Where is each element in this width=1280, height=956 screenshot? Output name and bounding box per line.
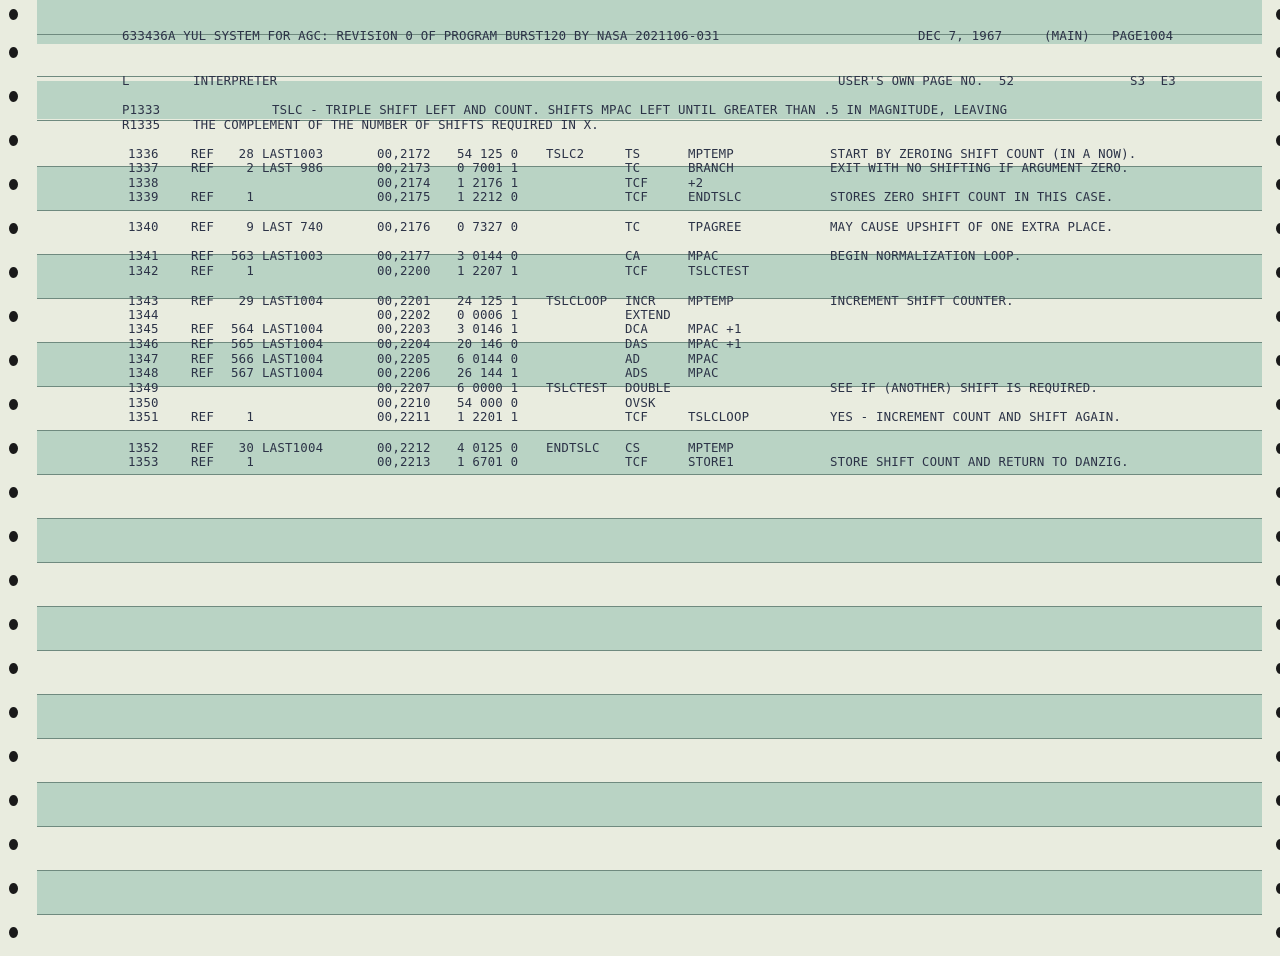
page-number: PAGE1004 xyxy=(1112,28,1174,43)
operand: MPTEMP xyxy=(688,146,734,161)
octal-word: 54 125 0 xyxy=(457,146,519,161)
line-number: 1353 xyxy=(128,454,159,469)
feed-hole xyxy=(9,223,18,234)
last-ref: LAST1004 xyxy=(262,351,324,366)
line-number: 1341 xyxy=(128,248,159,263)
operand: MPTEMP xyxy=(688,293,734,308)
address: 00,2200 xyxy=(377,263,431,278)
ref-marker: REF xyxy=(191,336,214,351)
operand: TSLCTEST xyxy=(688,263,750,278)
last-ref: LAST1004 xyxy=(262,440,324,455)
line-number: 1338 xyxy=(128,175,159,190)
comment: BEGIN NORMALIZATION LOOP. xyxy=(830,248,1022,263)
band-rule xyxy=(37,826,1262,827)
operand: +2 xyxy=(688,175,704,190)
type-code: L xyxy=(122,73,130,88)
green-band xyxy=(37,870,1262,914)
ref-count: 565 xyxy=(231,336,254,351)
octal-word: 6 0000 1 xyxy=(457,380,519,395)
feed-hole xyxy=(1276,487,1280,498)
feed-hole xyxy=(9,795,18,806)
opcode: DOUBLE xyxy=(625,380,671,395)
opcode: CS xyxy=(625,440,641,455)
line-number: 1339 xyxy=(128,189,159,204)
feed-hole xyxy=(9,663,18,674)
feed-hole xyxy=(9,927,18,938)
opcode: TCF xyxy=(625,454,648,469)
address: 00,2212 xyxy=(377,440,431,455)
feed-hole xyxy=(9,619,18,630)
ref-count: 567 xyxy=(231,365,254,380)
band-rule xyxy=(37,782,1262,783)
ref-count: 29 xyxy=(238,293,254,308)
opcode: INCR xyxy=(625,293,656,308)
octal-word: 26 144 1 xyxy=(457,365,519,380)
band-rule xyxy=(37,606,1262,607)
address: 00,2173 xyxy=(377,160,431,175)
feed-hole xyxy=(9,311,18,322)
feed-hole xyxy=(9,9,18,20)
octal-word: 0 0006 1 xyxy=(457,307,519,322)
band-rule xyxy=(37,870,1262,871)
operand: MPAC xyxy=(688,351,719,366)
address: 00,2205 xyxy=(377,351,431,366)
octal-word: 3 0144 0 xyxy=(457,248,519,263)
operand: MPTEMP xyxy=(688,440,734,455)
ref-marker: REF xyxy=(191,263,214,278)
band-rule xyxy=(37,474,1262,475)
last-ref: LAST1004 xyxy=(262,336,324,351)
operand: MPAC xyxy=(688,248,719,263)
feed-hole xyxy=(9,707,18,718)
comment: SEE IF (ANOTHER) SHIFT IS REQUIRED. xyxy=(830,380,1099,395)
octal-word: 1 2176 1 xyxy=(457,175,519,190)
line-number: 1344 xyxy=(128,307,159,322)
address: 00,2207 xyxy=(377,380,431,395)
band-rule xyxy=(37,518,1262,519)
last-ref: LAST1003 xyxy=(262,248,324,263)
green-band xyxy=(37,606,1262,650)
feed-hole xyxy=(9,135,18,146)
ref-marker: REF xyxy=(191,321,214,336)
line-number: 1337 xyxy=(128,160,159,175)
octal-word: 1 2212 0 xyxy=(457,189,519,204)
band-rule xyxy=(37,650,1262,651)
ref-count: 1 xyxy=(246,189,254,204)
ref-count: 9 xyxy=(246,219,254,234)
octal-word: 6 0144 0 xyxy=(457,351,519,366)
line-number: 1349 xyxy=(128,380,159,395)
green-band xyxy=(37,782,1262,826)
octal-word: 1 2201 1 xyxy=(457,409,519,424)
operand: STORE1 xyxy=(688,454,734,469)
comment: YES - INCREMENT COUNT AND SHIFT AGAIN. xyxy=(830,409,1122,424)
opcode: OVSK xyxy=(625,395,656,410)
ref-marker: REF xyxy=(191,189,214,204)
feed-hole xyxy=(9,355,18,366)
operand: MPAC xyxy=(688,365,719,380)
ref-count: 30 xyxy=(238,440,254,455)
opcode: DCA xyxy=(625,321,648,336)
ref-count: 1 xyxy=(246,409,254,424)
ref-count: 28 xyxy=(238,146,254,161)
symbol-label: TSLCLOOP xyxy=(546,293,608,308)
octal-word: 1 2207 1 xyxy=(457,263,519,278)
operand: BRANCH xyxy=(688,160,734,175)
section-codes: S3 E3 xyxy=(1130,73,1176,88)
address: 00,2203 xyxy=(377,321,431,336)
last-ref: LAST1003 xyxy=(262,146,324,161)
last-ref: LAST1004 xyxy=(262,321,324,336)
feed-hole xyxy=(1276,355,1280,366)
ref-marker: REF xyxy=(191,409,214,424)
last-ref: LAST1004 xyxy=(262,365,324,380)
comment: STORE SHIFT COUNT AND RETURN TO DANZIG. xyxy=(830,454,1129,469)
octal-word: 0 7001 1 xyxy=(457,160,519,175)
feed-hole xyxy=(1276,47,1280,58)
comment: MAY CAUSE UPSHIFT OF ONE EXTRA PLACE. xyxy=(830,219,1114,234)
main-label: (MAIN) xyxy=(1044,28,1090,43)
line-number: 1342 xyxy=(128,263,159,278)
symbol-label: TSLCTEST xyxy=(546,380,608,395)
opcode: TCF xyxy=(625,409,648,424)
octal-word: 24 125 1 xyxy=(457,293,519,308)
feed-hole xyxy=(1276,839,1280,850)
ref-count: 564 xyxy=(231,321,254,336)
address: 00,2211 xyxy=(377,409,431,424)
feed-hole xyxy=(1276,927,1280,938)
band-rule xyxy=(37,210,1262,211)
operand: TSLCLOOP xyxy=(688,409,750,424)
feed-hole xyxy=(1276,663,1280,674)
feed-hole xyxy=(9,399,18,410)
feed-hole xyxy=(1276,795,1280,806)
comment: STORES ZERO SHIFT COUNT IN THIS CASE. xyxy=(830,189,1114,204)
ref-marker: REF xyxy=(191,365,214,380)
comment: EXIT WITH NO SHIFTING IF ARGUMENT ZERO. xyxy=(830,160,1129,175)
address: 00,2175 xyxy=(377,189,431,204)
feed-hole xyxy=(9,839,18,850)
listing-date: DEC 7, 1967 xyxy=(918,28,1003,43)
comment: INCREMENT SHIFT COUNTER. xyxy=(830,293,1014,308)
feed-hole xyxy=(1276,707,1280,718)
ref-marker: REF xyxy=(191,160,214,175)
feed-hole xyxy=(1276,751,1280,762)
line-number: 1348 xyxy=(128,365,159,380)
ref-marker: REF xyxy=(191,248,214,263)
symbol-label: TSLC2 xyxy=(546,146,585,161)
octal-word: 3 0146 1 xyxy=(457,321,519,336)
operand: MPAC +1 xyxy=(688,336,742,351)
band-rule xyxy=(37,342,1262,343)
listing-title: 633436A YUL SYSTEM FOR AGC: REVISION 0 OF PROGRAM BURST120 BY NASA 2021106-031 xyxy=(122,28,720,43)
last-ref: LAST1004 xyxy=(262,293,324,308)
ref-marker: REF xyxy=(191,440,214,455)
address: 00,2174 xyxy=(377,175,431,190)
user-page-number: USER'S OWN PAGE NO. 52 xyxy=(838,73,1015,88)
band-rule xyxy=(37,738,1262,739)
feed-hole xyxy=(9,179,18,190)
ref-count: 566 xyxy=(231,351,254,366)
opcode: TCF xyxy=(625,175,648,190)
feed-hole xyxy=(1276,267,1280,278)
opcode: ADS xyxy=(625,365,648,380)
opcode: TC xyxy=(625,160,641,175)
feed-hole xyxy=(1276,883,1280,894)
section-name: INTERPRETER xyxy=(193,73,278,88)
feed-hole xyxy=(1276,443,1280,454)
feed-hole xyxy=(1276,575,1280,586)
remark-code: P1333 xyxy=(122,102,161,117)
feed-hole xyxy=(9,751,18,762)
feed-hole xyxy=(9,267,18,278)
symbol-label: ENDTSLC xyxy=(546,440,600,455)
opcode: TS xyxy=(625,146,641,161)
ref-count: 563 xyxy=(231,248,254,263)
address: 00,2202 xyxy=(377,307,431,322)
operand: MPAC +1 xyxy=(688,321,742,336)
feed-hole xyxy=(1276,9,1280,20)
line-number: 1352 xyxy=(128,440,159,455)
opcode: EXTEND xyxy=(625,307,671,322)
line-number: 1351 xyxy=(128,409,159,424)
ref-count: 1 xyxy=(246,263,254,278)
feed-hole xyxy=(1276,91,1280,102)
ref-marker: REF xyxy=(191,454,214,469)
band-rule xyxy=(37,430,1262,431)
line-number: 1343 xyxy=(128,293,159,308)
address: 00,2206 xyxy=(377,365,431,380)
operand: ENDTSLC xyxy=(688,189,742,204)
feed-hole xyxy=(9,531,18,542)
feed-hole xyxy=(1276,399,1280,410)
address: 00,2210 xyxy=(377,395,431,410)
address: 00,2172 xyxy=(377,146,431,161)
address: 00,2176 xyxy=(377,219,431,234)
green-band xyxy=(37,254,1262,298)
feed-hole xyxy=(1276,135,1280,146)
opcode: DAS xyxy=(625,336,648,351)
ref-marker: REF xyxy=(191,293,214,308)
ref-marker: REF xyxy=(191,351,214,366)
feed-hole xyxy=(1276,179,1280,190)
band-rule xyxy=(37,254,1262,255)
address: 00,2201 xyxy=(377,293,431,308)
line-number: 1350 xyxy=(128,395,159,410)
band-rule xyxy=(37,914,1262,915)
feed-hole xyxy=(9,487,18,498)
line-number: 1346 xyxy=(128,336,159,351)
octal-word: 4 0125 0 xyxy=(457,440,519,455)
opcode: AD xyxy=(625,351,641,366)
remark-code: R1335 xyxy=(122,117,161,132)
line-number: 1345 xyxy=(128,321,159,336)
comment: START BY ZEROING SHIFT COUNT (IN A NOW). xyxy=(830,146,1137,161)
octal-word: 54 000 0 xyxy=(457,395,519,410)
ref-marker: REF xyxy=(191,146,214,161)
ref-marker: REF xyxy=(191,219,214,234)
feed-hole xyxy=(1276,311,1280,322)
line-number: 1347 xyxy=(128,351,159,366)
address: 00,2213 xyxy=(377,454,431,469)
remark-text: TSLC - TRIPLE SHIFT LEFT AND COUNT. SHIFTS MPAC LEFT UNTIL GREATER THAN .5 IN MAGNITUDE, LEAVING xyxy=(272,102,1008,117)
ref-count: 2 xyxy=(246,160,254,175)
address: 00,2204 xyxy=(377,336,431,351)
feed-hole xyxy=(1276,619,1280,630)
remark-text: THE COMPLEMENT OF THE NUMBER OF SHIFTS REQUIRED IN X. xyxy=(193,117,599,132)
octal-word: 1 6701 0 xyxy=(457,454,519,469)
band-rule xyxy=(37,694,1262,695)
address: 00,2177 xyxy=(377,248,431,263)
ref-count: 1 xyxy=(246,454,254,469)
feed-hole xyxy=(9,575,18,586)
feed-hole xyxy=(9,443,18,454)
opcode: CA xyxy=(625,248,641,263)
operand: TPAGREE xyxy=(688,219,742,234)
opcode: TCF xyxy=(625,263,648,278)
line-number: 1340 xyxy=(128,219,159,234)
band-rule xyxy=(37,562,1262,563)
last-ref: LAST 986 xyxy=(262,160,324,175)
feed-hole xyxy=(9,883,18,894)
octal-word: 20 146 0 xyxy=(457,336,519,351)
green-band xyxy=(37,694,1262,738)
feed-hole xyxy=(1276,531,1280,542)
opcode: TC xyxy=(625,219,641,234)
opcode: TCF xyxy=(625,189,648,204)
feed-hole xyxy=(9,91,18,102)
feed-hole xyxy=(1276,223,1280,234)
green-band xyxy=(37,518,1262,562)
feed-hole xyxy=(9,47,18,58)
line-number: 1336 xyxy=(128,146,159,161)
last-ref: LAST 740 xyxy=(262,219,324,234)
octal-word: 0 7327 0 xyxy=(457,219,519,234)
